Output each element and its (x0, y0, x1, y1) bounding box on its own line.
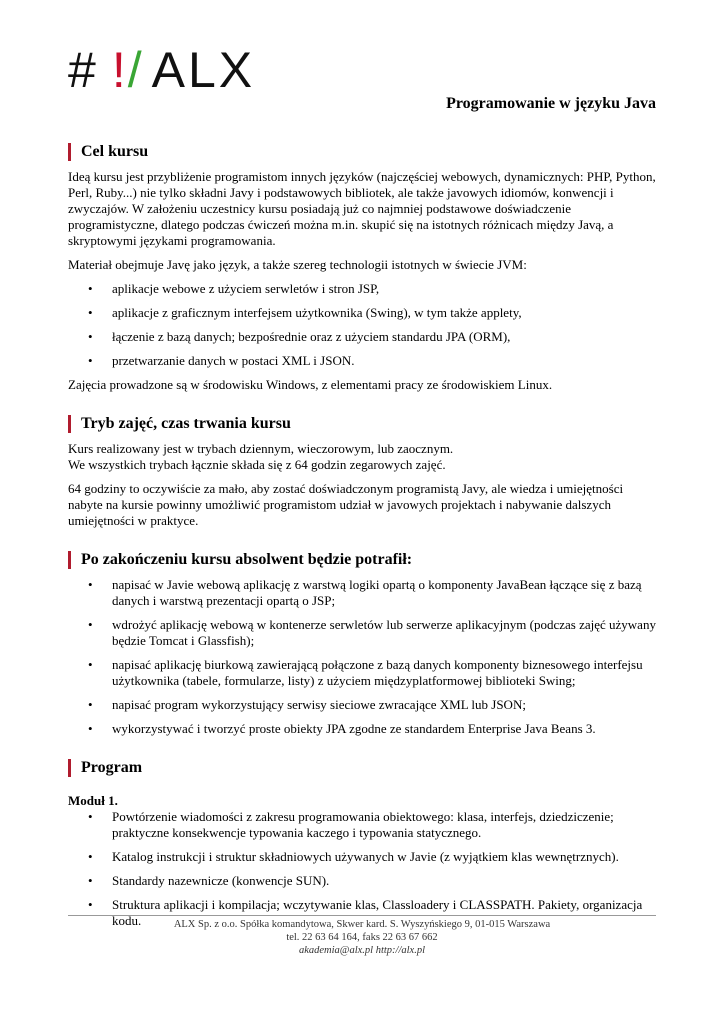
list-item: • Powtórzenie wiadomości z zakresu programowania obiektowego: klasa, interfejs, dziedziczenie; praktyczne konsekwencje typowania kaczego i typowania statycznego. (68, 809, 656, 841)
cel-paragraph-1: Ideą kursu jest przybliżenie programistom innych języków (najczęściej webowych, dynamicznych: PHP, Python, Perl, Ruby...) nie tylko składni Javy i podstawowych bibliotek, ale także javowych idiomów, konwencji i zwyczajów. W założeniu uczestnicy kursu posiadają już co najmniej podstawowe doświadczenie programistyczne, dlatego podczas ćwiczeń można m.in. skupić się na istotnych różnicach między Javą, a skryptowymi językami programowania. (68, 169, 656, 248)
logo-name: ALX (151, 42, 256, 98)
list-item: • wykorzystywać i tworzyć proste obiekty JPA zgodne ze standardem Enterprise Java Beans 3. (68, 721, 656, 737)
list-item: • napisać program wykorzystujący serwisy sieciowe zwracające XML lub JSON; (68, 697, 656, 713)
program-list (68, 809, 656, 929)
list-item: • Standardy nazewnicze (konwencje SUN). (68, 873, 656, 889)
logo-slash: / (127, 42, 144, 98)
list-item: • przetwarzanie danych w postaci XML i JSON. (68, 353, 656, 369)
section-heading-absolwent: Po zakończeniu kursu absolwent będzie potrafił: (68, 551, 656, 569)
footer-contact: akademia@alx.pl http://alx.pl (298, 945, 425, 956)
list-item: • napisać w Javie webową aplikację z warstwą logiki opartą o komponenty JavaBean łączące się z bazą danych i warstwą prezentacji opartą o JSP; (68, 577, 656, 609)
cel-paragraph-2: Materiał obejmuje Javę jako język, a także szereg technologii istotnych w świecie JVM: (68, 257, 527, 272)
tryb-line-1: Kurs realizowany jest w trybach dziennym, wieczorowym, lub zaocznym. (68, 441, 454, 456)
list-item: • aplikacje webowe z użyciem serwletów i stron JSP, (68, 281, 656, 297)
list-item: • Katalog instrukcji i struktur składniowych używanych w Javie (z wyjątkiem klas wewnętrznych). (68, 849, 656, 865)
tryb-paragraph-1 (68, 441, 656, 473)
list-item: • napisać aplikację biurkową zawierającą połączone z bazą danych komponenty biznesowego interfejsu użytkownika (tabele, formularze, listy) z użyciem międzyplatformowej biblioteki Swing; (68, 657, 656, 689)
module-title: Moduł 1. (68, 793, 118, 808)
section-heading-program: Program (68, 759, 656, 777)
logo-hash: # (68, 42, 98, 98)
section-heading-tryb: Tryb zajęć, czas trwania kursu (68, 415, 656, 433)
list-item: • łączenie z bazą danych; bezpośrednie oraz z użyciem standardu JPA (ORM), (68, 329, 656, 345)
footer-address: ALX Sp. z o.o. Spółka komandytowa, Skwer kard. S. Wyszyńskiego 9, 01-015 Warszawa (173, 919, 551, 930)
list-item: • aplikacje z graficznym interfejsem użytkownika (Swing), w tym także applety, (68, 305, 656, 321)
cel-paragraph-3: Zajęcia prowadzone są w środowisku Windows, z elementami pracy ze środowiskiem Linux. (68, 377, 553, 392)
list-item: • wdrożyć aplikację webową w kontenerze serwletów lub serwerze aplikacyjnym (podczas zajęć używany będzie Tomcat i Glassfish); (68, 617, 656, 649)
footer-phone: tel. 22 63 64 164, faks 22 63 67 662 (286, 932, 438, 943)
tryb-paragraph-2: 64 godziny to oczywiście za mało, aby zostać doświadczonym programistą Javy, ale wiedza i umiejętności nabyte na kursie powinny umożliwić programistom udział w javowych projektach i nabywanie dalszych umiejętności w praktyce. (68, 481, 624, 528)
absolwent-list (68, 577, 656, 737)
logo-bang: ! (111, 42, 128, 98)
document-body (68, 143, 656, 937)
list-item: • Struktura aplikacji i kompilacja; wczytywanie klas, Classloadery i CLASSPATH. Pakiety, organizacja kodu. (68, 897, 656, 929)
alx-logo (68, 40, 255, 100)
page-footer (68, 915, 656, 957)
section-heading-cel: Cel kursu (68, 143, 656, 161)
cel-list (68, 281, 656, 369)
tryb-line-2: We wszystkich trybach łącznie składa się z 64 godzin zegarowych zajęć. (68, 457, 446, 472)
document-title: Programowanie w języku Java (446, 95, 656, 112)
